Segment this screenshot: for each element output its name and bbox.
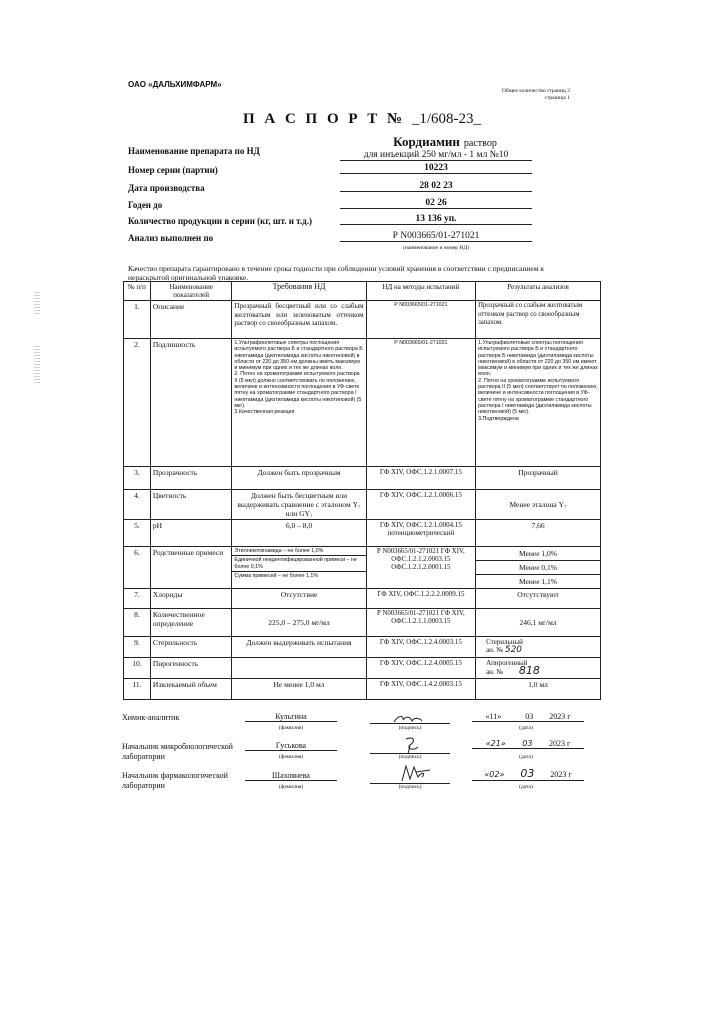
row-result: Прозрачный со слабым желтоватым оттенком раствор со своеобразным запахом. [476,301,601,339]
date-year: 2023 г [549,739,571,748]
row-method: ГФ XIV, ОФС.1.2.2.2.0009.15 [366,589,475,609]
row-number: 1. [124,301,151,339]
row-number: 3. [124,467,151,490]
drug-name-block [360,133,530,151]
pages-total: Общее количество страниц 2 [502,88,570,94]
row-method: Р N003665/01-271021 ГФ XIV, ОФС.1.2.1.1.0003.15 [366,609,475,637]
date-month: 03 [520,767,535,780]
sig-date-chemist [472,712,584,722]
quantity-value: 13 136 уп. [340,214,532,225]
row-requirement: 1.Ультрафиолетовые спектры поглощения испытуемого раствора Б и стандартного раствора Б никетамида (диэтиламида кислоты никотиновой) в области от 220 до 350 нм должны иметь максимум и минимум при одних и тех же длинах волн. 2. Пятно на хроматограмме испытуемого раствора II (5 мкл) должно соответствовать по положению, величине и интенсивности поглощения в УФ-свете пятну на хроматограмме стандартного раствора I никетамида (диэтиламида кислоты никотиновой) (5 мкг). 3.Качественная реакция [232,339,366,467]
row-indicator: Прозрачность [150,467,232,490]
header-results: Результаты анализов [476,282,601,301]
sig-name-pharma: Шахоянева [245,771,337,781]
row-requirement: Должен быть прозрачным [232,467,366,490]
drug-label: Наименование препарата по НД [128,146,260,156]
series-value: 10223 [340,163,532,174]
page-count [486,88,570,102]
page-current: страница 1 [544,95,570,101]
table-row [124,339,601,467]
caption-surname: (фамилия) [278,754,304,760]
header-methods: НД на методы испытаний [366,282,475,301]
row-number: 8. [124,609,151,637]
impurity-result: Менее 1,0% [476,547,600,561]
result-text: Стерильный [486,638,523,646]
table-row [124,679,601,700]
row-result [476,637,601,658]
row-indicator: Подлинность [150,339,232,467]
header-name: Наименование показателей [150,282,232,301]
analysis-no-label: ан. № [486,668,504,676]
caption-date: (дата) [519,754,533,760]
title-prefix: П А С П О Р Т № [242,111,406,127]
caption-date: (дата) [519,784,533,790]
sig-date-micro [472,739,584,749]
date-day: «11» [485,712,502,721]
row-method: ГФ XIV, ОФС.1.2.1.0007.15 [366,467,475,490]
sig-name-chemist: Кульгина [245,712,337,722]
drug-detail: для инъекций 250 мг/мл - 1 мл №10 [340,150,532,161]
impurity-result: Менее 1,1% [518,577,558,586]
drug-form: раствор [463,138,497,149]
row-method: Р N003665/01-271021 ГФ XIV, ОФС.1.2.1.2.0003.15 ОФС.1.2.1.2.0001.15 [366,547,475,589]
date-month: 03 [522,739,533,748]
company-name: ОАО «ДАЛЬХИМФАРМ» [128,80,222,89]
sig-role-chemist: Химик-аналитик [122,713,180,722]
handwritten-signature-icon [370,735,450,755]
row-indicator: Пирогенность [150,658,232,679]
table-row [124,547,601,589]
sig-role-micro: Начальник микробиологической лаборатории [122,742,233,761]
row-number: 7. [124,589,151,609]
table-row [124,637,601,658]
row-number: 6. [124,547,151,589]
signature-chemist [370,712,450,724]
table-row [124,589,601,609]
table-row [124,467,601,490]
row-result: 246,1 мг/мл [476,609,601,637]
table-row [124,520,601,547]
row-indicator: Стерильность [150,637,232,658]
date-month: 03 [525,712,534,721]
row-method: Р N003665/01-271021 [366,301,475,339]
analysis-no-handwritten: 520 [504,645,523,655]
row-requirement: Должен выдерживать испытания [232,637,366,658]
date-year: 2023 г [550,770,572,779]
caption-signature: (подпись) [398,725,422,731]
row-number: 5. [124,520,151,547]
row-indicator: Извлекаемый объем [150,679,232,700]
quantity-label: Количество продукции в серии (кг, шт. и т.д.) [128,216,312,226]
row-number: 9. [124,637,151,658]
row-requirement: Отсутствие [232,589,366,609]
analysis-no-label: ан. № [486,646,504,654]
impurity-requirement: Этилникотинамида – не более 1,0% [232,547,365,556]
row-requirement: 6,0 – 8,0 [232,520,366,547]
signature-pharma [370,763,450,784]
row-result [476,658,601,679]
caption-surname: (фамилия) [278,725,304,731]
series-label: Номер серии (партии) [128,165,218,175]
signature-micro [370,735,450,754]
date-year: 2023 г [549,712,571,721]
row-number: 2. [124,339,151,467]
row-indicator: Описание [150,301,232,339]
row-requirement: Должен быть бесцветным или выдерживать сравнение с эталоном Y₇ или GY₇ [232,490,366,520]
table-row [124,658,601,679]
row-indicator: Родственные примеси [150,547,232,589]
handwritten-signature-icon [370,763,450,785]
quality-statement: Качество препарата гарантировано в течение срока годности при соблюдении условий хранения в соответствии с предписанием в нераскрытой оригинальной упаковке. [128,264,544,282]
row-indicator: Количественное определение [150,609,232,637]
sig-name-micro: Гуськова [245,741,337,751]
row-number: 11. [124,679,151,700]
row-indicator: Хлориды [150,589,232,609]
date-day: «02» [484,770,505,779]
caption-date: (дата) [519,725,533,731]
analysis-no-handwritten: 818 [518,664,540,677]
drug-name: Кордиамин [393,134,460,149]
header-num: № п/п [124,282,151,301]
row-result: Отсутствуют [476,589,601,609]
row-result: 1,0 мл [476,679,601,700]
analysis-label: Анализ выполнен по [128,233,214,243]
table-row [124,490,601,520]
handwritten-signature-icon [370,713,450,725]
row-number: 4. [124,490,151,520]
production-label: Дата производства [128,183,205,193]
row-method: Р N003665/01-271021 [366,339,475,467]
analysis-note: (наименование и номер НД) [403,245,469,251]
sig-role-pharma: Начальник фармакологической лаборатории [122,771,228,790]
table-row [124,301,601,339]
impurity-result: Менее 0,1% [476,561,600,575]
caption-signature: (подпись) [398,754,422,760]
row-result: 7,66 [476,520,601,547]
production-value: 28 02 23 [340,181,532,192]
row-indicator: Цветность [150,490,232,520]
row-result: 1.Ультрафиолетовые спектры поглощения испытуемого раствора Б и стандартного раствора Б никетамида (диэтиламида кислоты никотиновой) в области от 220 до 350 нм имеют максимум и минимум при одних и тех же длинах волн. 2. Пятно на хроматограмме испытуемого раствора II (5 мкл) соответствует по положению, величине и интенсивности поглощения в УФ-свете пятну на хроматограмме стандартного раствора I никетамида (диэтиламида кислоты никотиновой) (5 мкг). 3.Подтверждена [476,339,601,467]
caption-surname: (фамилия) [278,784,304,790]
table-header-row [124,282,601,301]
row-method: ГФ XIV, ОФС.1.2.4.0005.15 [366,658,475,679]
passport-number: _1/608-23_ [411,111,482,127]
page-title [0,111,724,128]
table-row [124,609,601,637]
row-method: ГФ XIV, ОФС.1.4.2.0003.15 [366,679,475,700]
row-result [476,547,601,589]
analysis-value: Р N003665/01-271021 [340,231,532,242]
row-method: ГФ XIV, ОФС.1.2.1.0004.15 потенциометрический [366,520,475,547]
expiry-value: 02 26 [340,198,532,209]
sig-date-pharma [472,767,584,781]
scan-artifact [34,346,40,384]
date-day: «21» [485,739,506,748]
row-method: ГФ XIV, ОФС.1.2.4.0003.15 [366,637,475,658]
row-requirement [232,547,366,589]
row-result: Менее эталона Y₇ [476,490,601,520]
impurity-requirement: Единичной неидентифицированной примеси – не более 0,1% [232,556,365,572]
expiry-label: Годен до [128,200,163,210]
row-indicator: pH [150,520,232,547]
row-number: 10. [124,658,151,679]
row-result: Прозрачный [476,467,601,490]
row-requirement [232,658,366,679]
result-text: Апирогенный [486,659,528,667]
row-method: ГФ XIV, ОФС.1.2.1.0006.15 [366,490,475,520]
impurity-requirement: Сумма примесей – не более 1,1% [234,572,319,579]
row-requirement: Не менее 1,0 мл [232,679,366,700]
row-requirement: 225,0 – 275,0 мг/мл [232,609,366,637]
header-requirements: Требования НД [232,282,366,301]
row-requirement: Прозрачный бесцветный или со слабым желтоватым или зеленоватым оттенком раствор со своеобразным запахом. [232,301,366,339]
analysis-table [123,281,601,700]
scan-artifact [34,292,40,314]
caption-signature: (подпись) [398,784,422,790]
